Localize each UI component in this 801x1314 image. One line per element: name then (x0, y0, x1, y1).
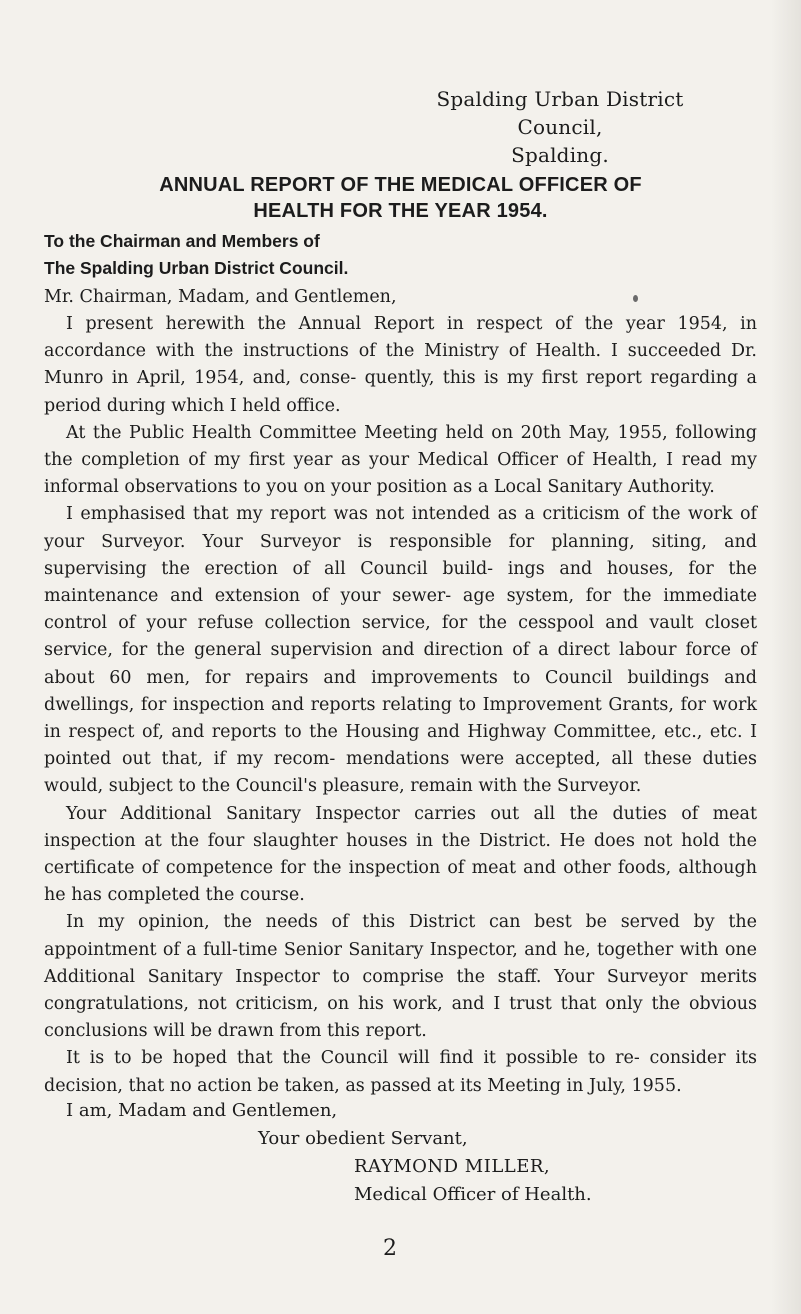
report-title-line-2: HEALTH FOR THE YEAR 1954. (253, 200, 548, 222)
report-title-line-1: ANNUAL REPORT OF THE MEDICAL OFFICER OF (159, 174, 642, 196)
print-speck (633, 295, 638, 302)
paragraph-1: I present herewith the Annual Report in respect of the year 1954, in accordance with the instructions of the Ministry of Health. I succeeded Dr. Munro in April, 1954, and, conse- quently, this is my first report regarding a period during which I held office. (44, 314, 757, 416)
paragraph-4: Your Additional Sanitary Inspector carries out all the duties of meat inspection at the four slaughter houses in the District. He does not hold the certificate of competence for the inspection of meat and other foods, although he has completed the course. (44, 803, 757, 906)
report-body (44, 311, 757, 1100)
page-number: 2 (383, 1236, 397, 1261)
paragraph-5: In my opinion, the needs of this District can best be served by the appointment of a full-time Senior Sanitary Inspector, and he, together with one Additional Sanitary Inspector to comprise the staff. Your Surveyor merits congratulations, not criticism, on his work, and I trust that only the obvious conclusions will be drawn from this report. (44, 912, 757, 1042)
paragraph-3: I emphasised that my report was not intended as a criticism of the work of your Surveyor. Your Surveyor is responsible for planning, siting, and supervising the erection of all Council build- ings and houses, for the maintenance and extension of your sewer- age system, for the immediate control of your refuse collection service, for the cesspool and vault closet service, for the general supervision and direction of a direct labour force of about 60 men, for repairs and improvements to Council buildings and dwellings, for inspection and reports relating to Improvement Grants, for work in respect of, and reports to the Housing and Highway Committee, etc., etc. I pointed out that, if my recom- mendations were accepted, all these duties would, subject to the Council's pleasure, remain with the Surveyor. (44, 504, 757, 797)
report-title (60, 172, 741, 224)
addressee-line-2: The Spalding Urban District Council. (44, 258, 349, 278)
council-header (400, 85, 720, 169)
council-town: Spalding. (511, 143, 609, 167)
signatory-position: Medical Officer of Health. (354, 1184, 592, 1205)
paragraph-2: At the Public Health Committee Meeting held on 20th May, 1955, following the completion of my first year as your Medical Officer of Health, I read my informal observations to you on your position as a Local Sanitary Authority. (44, 422, 757, 498)
closing-servant: Your obedient Servant, (258, 1128, 468, 1149)
addressee-line-1: To the Chairman and Members of (44, 231, 320, 251)
addressee-block (44, 228, 348, 282)
closing-line: I am, Madam and Gentlemen, (66, 1100, 338, 1121)
council-name: Spalding Urban District Council, (436, 87, 684, 139)
paragraph-6: It is to be hoped that the Council will find it possible to re- consider its decision, that no action be taken, as passed at its Meeting in July, 1955. (44, 1048, 757, 1096)
salutation: Mr. Chairman, Madam, and Gentlemen, (44, 287, 397, 307)
page-edge-shadow (771, 0, 801, 1314)
signatory-name: RAYMOND MILLER, (354, 1156, 551, 1177)
